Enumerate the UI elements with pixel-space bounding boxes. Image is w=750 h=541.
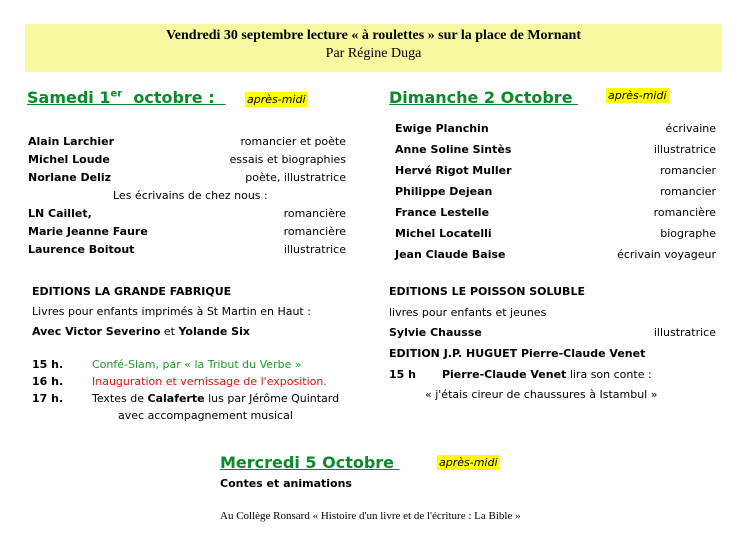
sunday-story-title: « j'étais cireur de chaussures à Istambul » [425, 388, 658, 401]
saturday-tag: après-midi [247, 93, 306, 106]
header-subtitle: Par Régine Duga [325, 46, 422, 61]
local-writers-intro: Les écrivains de chez nous : [113, 189, 268, 202]
saturday-guests: Avec Victor Severino et Yolande Six [32, 325, 250, 338]
footer-note: Au Collège Ronsard « Histoire d'un livre et de l'écriture : La Bible » [220, 510, 521, 522]
list-item: LN Caillet, romancière [28, 207, 346, 220]
wednesday-tag: après-midi [439, 456, 498, 469]
schedule-row: 17 h. Textes de Calaferte lus par Jérôme Quintard [32, 392, 340, 405]
list-item: France Lestelle romancière [395, 206, 716, 219]
schedule-row: 15 h. Confé-Slam, par « la Tribut du Verbe » [32, 358, 302, 371]
sunday-tag: après-midi [608, 89, 667, 102]
sunday-reading: 15 h Pierre-Claude Venet lira son conte : [389, 368, 652, 381]
sunday-author-list [395, 122, 716, 269]
saturday-publisher-desc: Livres pour enfants imprimés à St Martin en Haut : [32, 305, 311, 318]
list-item: Michel Loude essais et biographies [28, 153, 346, 166]
list-item: Sylvie Chausse illustratrice [389, 326, 716, 339]
list-item: Alain Larchier romancier et poète [28, 135, 346, 148]
schedule-row: 16 h. Inauguration et vernissage de l'exposition. [32, 375, 327, 388]
list-item: Hervé Rigot Muller romancier [395, 164, 716, 177]
list-item: Ewige Planchin écrivaine [395, 122, 716, 135]
sunday-publisher-2: EDITION J.P. HUGUET Pierre-Claude Venet [389, 347, 646, 360]
list-item: Jean Claude Baise écrivain voyageur [395, 248, 716, 261]
saturday-heading: Samedi 1er octobre : [27, 88, 226, 107]
list-item: Michel Locatelli biographe [395, 227, 716, 240]
sunday-publisher-desc: livres pour enfants et jeunes [389, 306, 547, 319]
list-item: Anne Soline Sintès illustratrice [395, 143, 716, 156]
list-item: Norlane Deliz poète, illustratrice [28, 171, 346, 184]
wednesday-activity: Contes et animations [220, 477, 352, 490]
header-title: Vendredi 30 septembre lecture « à roulettes » sur la place de Mornant [165, 28, 582, 43]
sunday-publisher: EDITIONS LE POISSON SOLUBLE [389, 285, 585, 298]
wednesday-heading: Mercredi 5 Octobre [220, 453, 400, 472]
list-item: Laurence Boitout illustratrice [28, 243, 346, 256]
header-banner [25, 24, 722, 72]
list-item: Philippe Dejean romancier [395, 185, 716, 198]
schedule-continuation: avec accompagnement musical [118, 409, 293, 422]
list-item: Marie Jeanne Faure romancière [28, 225, 346, 238]
sunday-heading: Dimanche 2 Octobre [389, 88, 579, 107]
saturday-author-list [28, 135, 346, 261]
saturday-schedule [32, 358, 362, 422]
saturday-publisher: EDITIONS LA GRANDE FABRIQUE [32, 285, 232, 298]
